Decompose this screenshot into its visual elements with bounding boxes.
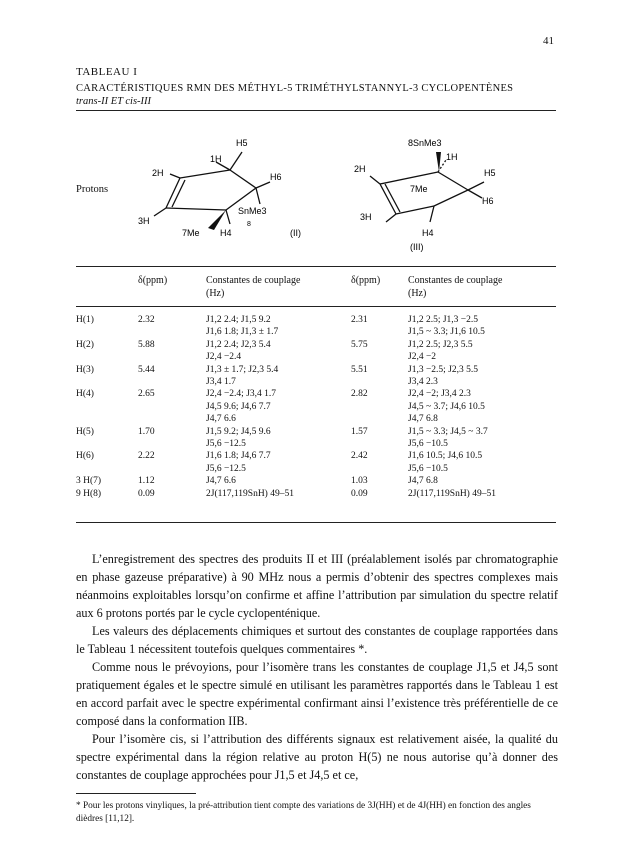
delta-III-cell: 5.75 xyxy=(351,339,368,350)
delta-II-cell: 1.12 xyxy=(138,476,155,487)
delta-III-cell xyxy=(351,438,408,450)
proton-cell: H(5) xyxy=(76,426,94,437)
atom-label: 7Me xyxy=(410,184,428,194)
delta-III-cell: 0.09 xyxy=(351,488,368,499)
delta-III-cell xyxy=(351,413,408,425)
table-bottom-rule xyxy=(76,522,556,523)
coupling-II-cell: J1,5 9.2; J4,5 9.6 xyxy=(206,426,271,437)
coupling-II-cell: J4,7 6.6 xyxy=(206,414,236,425)
col-header-unit: (Hz) xyxy=(206,288,225,299)
delta-II-cell xyxy=(138,376,206,388)
delta-II-cell xyxy=(138,401,206,413)
delta-II-cell xyxy=(138,351,206,363)
atom-label: H5 xyxy=(236,138,248,148)
proton-cell xyxy=(76,401,138,413)
body-paragraph: L’enregistrement des spectres des produits II et III (préalablement isolés par chromatographie en phase gazeuse préparative) à 90 MHz nous a permis d’obtenir des spectres complexes mais néanmoins exploitables lorsqu’on confirme et affine l’attribution par simulation du spectre relatif aux 6 protons portés par le cycle cyclopenténique. xyxy=(76,552,558,620)
coupling-II-cell: J2,4 −2.4; J3,4 1.7 xyxy=(206,389,277,400)
coupling-III-cell: J3,4 2.3 xyxy=(408,377,438,388)
coupling-II-cell: J3,4 1.7 xyxy=(206,377,236,388)
delta-III-cell xyxy=(351,376,408,388)
coupling-II-cell: J2,4 −2.4 xyxy=(206,352,242,363)
coupling-III-cell: J1,5 ~ 3.3; J1,6 10.5 xyxy=(408,327,485,338)
coupling-III-cell: 2J(117,119SnH) 49–51 xyxy=(408,488,496,499)
table-row xyxy=(76,438,556,450)
protons-label: Protons xyxy=(76,184,109,195)
structure-III-label: (III) xyxy=(410,242,424,252)
atom-label: H6 xyxy=(482,196,494,206)
table-row xyxy=(76,339,556,351)
table-row xyxy=(76,376,556,388)
coupling-II-cell: J1,2 2.4; J2,3 5.4 xyxy=(206,339,271,350)
atom-label: H6 xyxy=(270,172,282,182)
footnote: * Pour les protons vinyliques, la pré-attribution tient compte des variations de 3J(HH) et de 4J(HH) en fonction des angles dièdres [11,12]. xyxy=(76,801,531,824)
atom-label: H4 xyxy=(422,228,434,238)
atom-label: 2H xyxy=(354,164,366,174)
delta-II-cell xyxy=(138,326,206,338)
table-row xyxy=(76,475,556,487)
coupling-III-cell: J1,5 ~ 3.3; J4,5 ~ 3.7 xyxy=(408,426,488,437)
coupling-II-cell: J5,6 −12.5 xyxy=(206,439,246,450)
delta-III-cell: 2.82 xyxy=(351,389,368,400)
delta-III-cell xyxy=(351,351,408,363)
coupling-III-cell: J4,5 ~ 3.7; J4,6 10.5 xyxy=(408,401,485,412)
body-paragraph: Pour l’isomère cis, si l’attribution des différents signaux est relativement aisée, la qualité du spectre expérimental dans la région relative au proton H(5) ne nous autorise qu’à donner des constantes de couplage approchées pour J1,5 et J4,5 et ce, xyxy=(76,732,558,782)
proton-cell xyxy=(76,351,138,363)
coupling-II-cell: J1,3 ± 1.7; J2,3 5.4 xyxy=(206,364,279,375)
structure-II-diagram xyxy=(130,132,330,252)
coupling-III-cell: J1,2 2.5; J2,3 5.5 xyxy=(408,339,473,350)
atom-label: 1H xyxy=(210,154,222,164)
coupling-III-cell: J4,7 6.8 xyxy=(408,414,438,425)
table-row xyxy=(76,364,556,376)
proton-cell: H(6) xyxy=(76,451,94,462)
delta-II-cell: 5.88 xyxy=(138,339,155,350)
proton-cell: H(1) xyxy=(76,315,94,325)
coupling-III-cell: J1,6 10.5; J4,6 10.5 xyxy=(408,451,483,462)
atom-label: H5 xyxy=(484,168,496,178)
delta-III-cell: 2.31 xyxy=(351,315,368,325)
delta-II-cell: 1.70 xyxy=(138,426,155,437)
coupling-II-cell: J4,7 6.6 xyxy=(206,476,236,487)
col-header-unit: (Hz) xyxy=(408,288,427,299)
atom-label: 7Me xyxy=(182,228,200,238)
atom-label: 8 xyxy=(247,221,251,228)
coupling-III-cell: J1,3 −2.5; J2,3 5.5 xyxy=(408,364,479,375)
coupling-II-cell: J4,5 9.6; J4,6 7.7 xyxy=(206,401,271,412)
body-text xyxy=(76,550,558,784)
body-paragraph: Comme nous le prévoyions, pour l’isomère trans les constantes de couplage J1,5 et J4,5 sont pratiquement égales et le spectre simulé en utilisant les paramètres rapportés dans le Tableau 1 est en accord parfait avec le spectre expérimental confirmant ainsi l’existence très préférentielle de ce composé dans la conformation IIB. xyxy=(76,660,558,728)
table-row xyxy=(76,326,556,338)
delta-III-cell xyxy=(351,401,408,413)
delta-III-cell xyxy=(351,326,408,338)
table-title: TABLEAU I xyxy=(76,66,138,78)
delta-II-cell xyxy=(138,438,206,450)
proton-cell: H(2) xyxy=(76,339,94,350)
atom-label: H4 xyxy=(220,228,232,238)
atom-label: 2H xyxy=(152,168,164,178)
coupling-II-cell: J5,6 −12.5 xyxy=(206,463,246,474)
col-header-delta-III: δ(ppm) xyxy=(351,275,381,286)
proton-cell: H(3) xyxy=(76,364,94,375)
delta-II-cell: 2.65 xyxy=(138,389,155,400)
delta-II-cell: 2.22 xyxy=(138,451,155,462)
col-header-coupling-III xyxy=(408,274,502,300)
coupling-II-cell: 2J(117,119SnH) 49–51 xyxy=(206,488,294,499)
delta-II-cell xyxy=(138,413,206,425)
coupling-III-cell: J5,6 −10.5 xyxy=(408,439,448,450)
coupling-III-cell: J2,4 −2 xyxy=(408,352,437,363)
footnote-rule xyxy=(76,793,196,794)
table-subcaption: trans-II ET cis-III xyxy=(76,96,152,107)
proton-cell xyxy=(76,438,138,450)
proton-cell: 9 H(8) xyxy=(76,488,102,499)
atom-label: 1H xyxy=(446,152,458,162)
coupling-II-cell: J1,6 1.8; J1,3 ± 1.7 xyxy=(206,327,279,338)
proton-cell: H(4) xyxy=(76,389,94,400)
table-row xyxy=(76,388,556,400)
nmr-data-table xyxy=(76,314,556,500)
table-row xyxy=(76,314,556,326)
table-row xyxy=(76,351,556,363)
delta-II-cell xyxy=(138,463,206,475)
col-header-delta-II: δ(ppm) xyxy=(138,275,168,286)
delta-III-cell: 5.51 xyxy=(351,364,368,375)
coupling-II-cell: J1,2 2.4; J1,5 9.2 xyxy=(206,315,271,325)
structure-III-diagram xyxy=(338,132,538,252)
coupling-II-cell: J1,6 1.8; J4,6 7.7 xyxy=(206,451,271,462)
col-header-coupling-text: Constantes de couplage xyxy=(408,275,503,286)
table-top-rule xyxy=(76,110,556,111)
col-header-coupling-text: Constantes de couplage xyxy=(206,275,301,286)
table-row xyxy=(76,426,556,438)
structure-II-label: (II) xyxy=(290,228,301,238)
coupling-III-cell: J4,7 6.8 xyxy=(408,476,438,487)
header-top-rule xyxy=(76,266,556,267)
delta-III-cell: 1.57 xyxy=(351,426,368,437)
proton-cell: 3 H(7) xyxy=(76,476,102,487)
atom-label: 3H xyxy=(138,216,150,226)
delta-III-cell xyxy=(351,463,408,475)
proton-cell xyxy=(76,463,138,475)
proton-cell xyxy=(76,376,138,388)
proton-cell xyxy=(76,413,138,425)
proton-cell xyxy=(76,326,138,338)
delta-II-cell: 2.32 xyxy=(138,315,155,325)
table-row xyxy=(76,463,556,475)
coupling-III-cell: J5,6 −10.5 xyxy=(408,463,448,474)
atom-label: 8SnMe3 xyxy=(408,138,442,148)
table-row xyxy=(76,401,556,413)
page-number: 41 xyxy=(543,35,554,47)
col-header-coupling-II xyxy=(206,274,300,300)
header-bottom-rule xyxy=(76,306,556,307)
table-caption: CARACTÉRISTIQUES RMN DES MÉTHYL-5 TRIMÉTHYLSTANNYL-3 CYCLOPENTÈNES xyxy=(76,83,514,94)
delta-III-cell: 1.03 xyxy=(351,476,368,487)
delta-II-cell: 5.44 xyxy=(138,364,155,375)
atom-label: SnMe3 xyxy=(238,206,267,216)
atom-label: 3H xyxy=(360,212,372,222)
table-row xyxy=(76,450,556,462)
coupling-III-cell: J2,4 −2; J3,4 2.3 xyxy=(408,389,471,400)
delta-III-cell: 2.42 xyxy=(351,451,368,462)
delta-II-cell: 0.09 xyxy=(138,488,155,499)
table-row xyxy=(76,413,556,425)
coupling-III-cell: J1,2 2.5; J1,3 −2.5 xyxy=(408,315,479,325)
table-row xyxy=(76,488,556,500)
body-paragraph: Les valeurs des déplacements chimiques et surtout des constantes de couplage rapportées dans le Tableau 1 nécessitent toutefois quelques commentaires *. xyxy=(76,624,558,656)
